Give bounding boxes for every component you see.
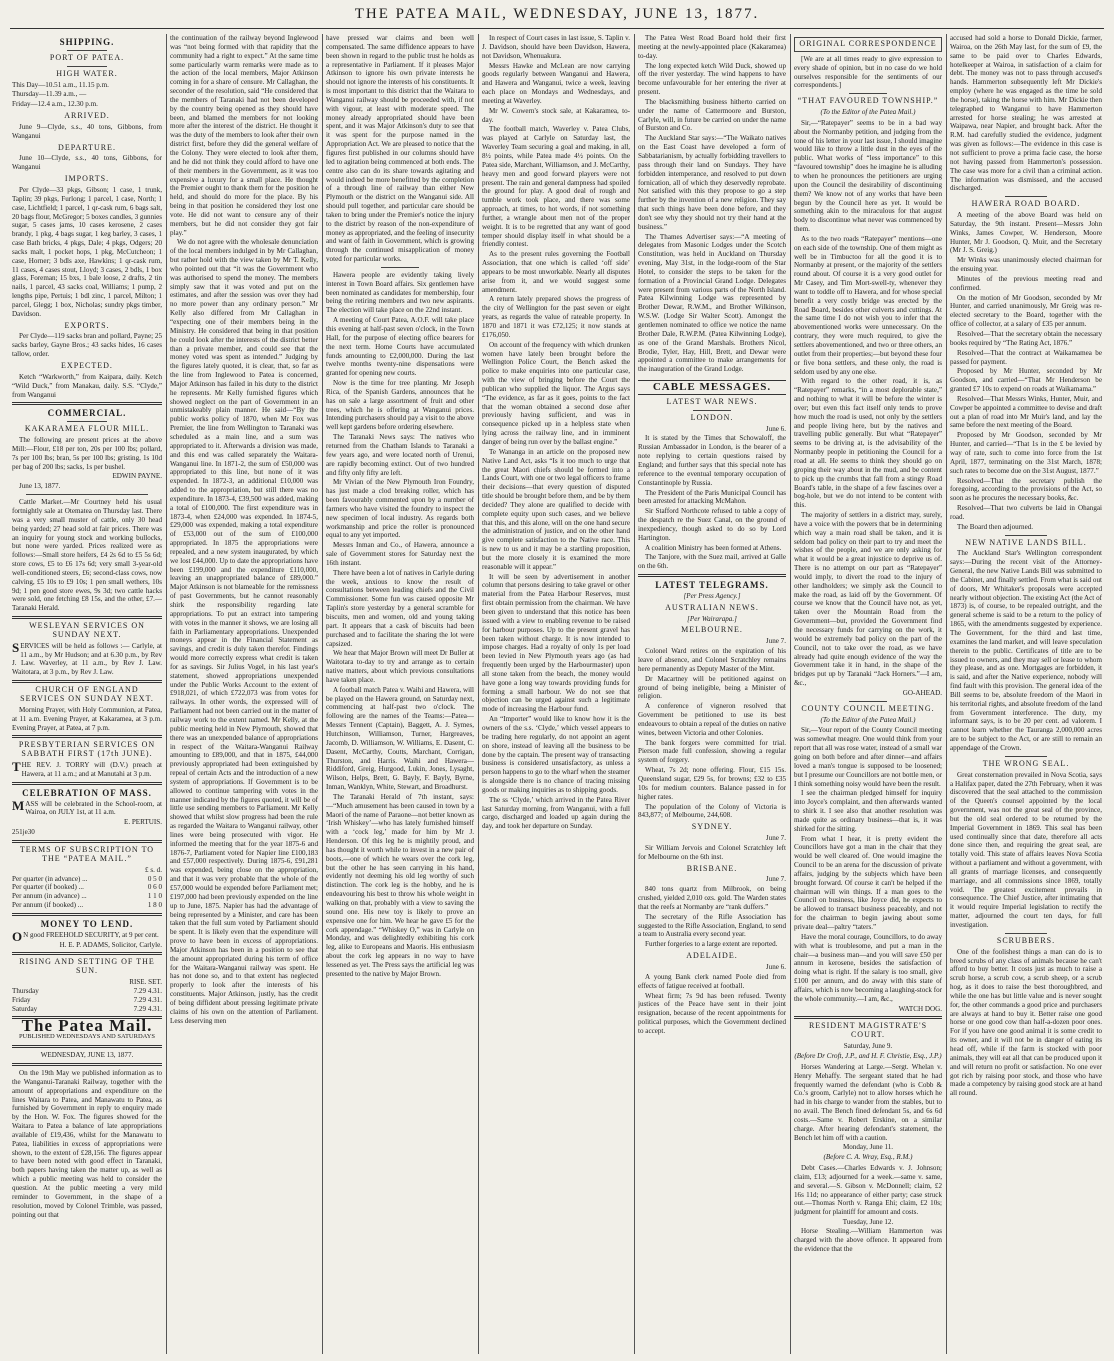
telegram-item: A young Bank clerk named Poole died from effects of fatigue received at football.: [638, 972, 786, 990]
table-row: Per quarter (in advance) ... 0 5 0: [12, 874, 162, 883]
court-date: Tuesday, June 12.: [842, 1218, 894, 1227]
mass-code: 251je30: [12, 828, 35, 837]
news-item: Mr W. Cowern's stock sale, at Kakaramea, to-day.: [482, 106, 630, 124]
column-2: [170, 34, 318, 1354]
sydney-heading: SYDNEY.: [691, 822, 733, 832]
court-bench: (Before Dr Croft, J.P., and H. F. Christie, Esq., J.P.): [794, 1051, 942, 1060]
court-date: Saturday, June 9.: [843, 1042, 893, 1051]
divider: [638, 574, 786, 577]
letter-address: (To the Editor of the Patea Mail.): [820, 715, 916, 724]
divider: [26, 494, 148, 495]
letter-paragraph: I see the chairman pledged himself for inquiry into Joyce's complaint, and then afterwards wanted to shirk it. I see also that another resolution was made quite as ordinary business—that is, it was shirked for the sitting.: [794, 789, 942, 833]
news-item: Now is the time for tree planting. Mr Joseph Rica, of the Spanish Gardens, announces that he has on sale a large assortment of fruit and other trees, which he is offering at Wanganui prices. Intending purchasers should pay a visit to the above well kept gardens before ordering elsewhere.: [326, 379, 474, 432]
divider: [1005, 535, 1047, 536]
port-heading: PORT OF PATEA.: [49, 52, 125, 62]
divider: [67, 50, 107, 51]
mass-signature: E. PERTUIS.: [123, 818, 162, 827]
news-item: A football match Patea v. Waihi and Hawera, will be played on the Hawera ground, on Saturday next, commencing at half-past two o'clock. The following are the names of the Teams:—Patea—Messrs Tennent (Captain), Baggett, A. J. Symes, Hutchinson, Williamson, Turner, Hargreaves, Jacomb, D. Williamson, W. Williams, E. Dasent, C. Dasent, McCarthy, Coutts, Marchant, Corrigan, Thurston, and Harris. Waihi and Hawera—Riddiford, Greig, Hurgood, Lukin, Jones, Lysaght, Wilson, Helps, Brett, G. Bayly, F. Bayly, Byrne, Inman, Wanklyn, White, Stewart, and Broadhurst.: [326, 685, 474, 792]
mass-heading: CELEBRATION OF MASS.: [22, 787, 152, 798]
cable-item: It is stated by the Times that Schowaloff, the Russian Ambassador in London, is the bearer of a note replying to certain questions raised by England; and further says that this special note has reference to the eventual temporary occupation of Constantinople by Russia.: [638, 434, 786, 487]
arrived-text: June 9—Clyde, s.s., 40 tons, Gibbons, from Wanganui: [12, 122, 162, 140]
letter-paragraph: Sir,—Your report of the County Council meeting was somewhat meagre. One would think from your report that all was rose water, instead of a small war going on both before and after dinner—and affairs loved a man's tongue is supposed to be loosened; but I presume our Councillors are not bottle men, or I think something noisy would have been the result.: [794, 726, 942, 788]
court-bench: (Before C. A. Wray, Esq., R.M.): [823, 1153, 913, 1162]
divider: [794, 1016, 942, 1019]
news-item: Messrs Inman and Co., of Hawera, announce a sale of Government stores for Saturday next the 16th instant.: [326, 541, 474, 567]
divider: [12, 952, 162, 955]
imports-heading: IMPORTS.: [64, 174, 110, 184]
divider: [12, 913, 162, 916]
letter-paragraph: Sir,—“Ratepayer” seems to be in a bad way about the Normanby petition, and judging from the tone of his letter in your last issue, I should imagine would like to throw a little dust in the eyes of the public. What works of “less importance” to this “favoured township” does he imagine he is alluding to when he pronounces the petitioners are urging upon the Council the desirability of discontinuing them? We know not of any works that have been begun by the Council here as yet. It would be something akin to the miraculous for that august body to discontinue what never was commenced by them.: [794, 118, 942, 234]
board-minute: On the motion of Mr Goodson, seconded by Mr Hunter, and carried unanimously, Mr Greig was re-elected secretary to the Board, together with the office of collector, at a salary of £35 per annum.: [950, 293, 1102, 329]
news-item: The Patea West Road Board hold their first meeting at the newly-appointed place (Kakaramea) to-day.: [638, 34, 786, 60]
table-row: Thursday 7.29 4.31.: [12, 986, 162, 995]
board-minute: Resolved—That Messrs Winks, Hunter, Muir, and Cowper be appointed a committee to devise and draft out a plan of road into Mr Muir's land, and lay the same before the next meeting of the Board.: [950, 394, 1102, 430]
news-item: Mr Vivian of the New Plymouth Iron Foundry, has just made a clod breaking roller, which has been favourably commented upon by a number of farmers who have visited the foundry to inspect the new specimen of local industry. As regards both workmanship and price the roller is pronounced equal to any yet imported.: [326, 478, 474, 540]
column-rule: [634, 34, 635, 1354]
leader-article: On the 19th May we published information as to the Wanganui-Taranaki Railway, together with the amount of appropriations and expenditure on the lines Waitara to Patea, and Manawatu to Patea, as furnished by Government in reply to enquiry made by the Hon. W. Fox. The figures showed for the Waitara to Patea a balance of late appropriations available of £19,436, whilst for the Manawatu to Patea, liabilities in excess of appropriations were shown, to the extent of £28,156. The figures appear to have been noted with good effect in Taranaki, both papers having taken the matter up, as well as which a public meeting was held to consider the question. At the public meeting a very mild reminder to Government, in the shape of a resolution, moved by Colonel Trimble, was passed, pointing out that: [12, 1069, 162, 1219]
column-6: [794, 34, 942, 1354]
imports-text: Per Clyde—33 pkgs, Gibson; 1 case, 1 trunk, Taplin; 39 pkgs, Furlong; 1 parcel, 1 case, North; 1 case, Lichtfield; 1 parcel, 1 qr-cask rum, 6 bags salt, 20 bags flour, McGregor; 5 boxes candles, 3 gunnies sugar, 5 cases jams, 10 cases kerosene, 2 cases brandy, 1 pkg, 4 bags sugar, 1 keg barley, 3 cases, 1 case Bath bricks, 4 pkgs, Dale; 4 pkgs, Odgers; 20 sacks malt, 1 pocket hops, 1 pkg, McCutcheon; 1 case, Horner; 3 bdls axe, Hawkins; 1 qr-cask rum, 11 cases, 4 cases stout, Lloyd; 3 cases, 2 bdls, 1 box glass, Foreman; 15 bxs, 1 bale loose, 2 drafts, 2 tin nails, 1 parcel, 43 sacks coal, Williams; 1 pump, 2 lengths pipe, Pertuis; 1 bdl zinc, 1 parcel, Milton; 1 parcel, Glegg; 1 box, Nicholas; sundry pkgs timber, Davidson.: [12, 185, 162, 318]
expected-text: Ketch “Warkworth,” from Kaipara, daily. Ketch “Wild Duck,” from Manakau, daily. S.S. “Clyde,” from Wanganui: [12, 372, 162, 399]
exports-text: Per Clyde—119 sacks bran and pollard, Payne; 25 sacks barley, Gayne Bros.; 43 sacks hides, 16 cases tallow, order.: [12, 332, 162, 359]
board-minute: Resolved—That two culverts be laid in Ohangai road.: [950, 504, 1102, 521]
arrived-heading: ARRIVED.: [64, 111, 110, 121]
terms-table: [12, 866, 162, 910]
divider: [67, 421, 107, 422]
news-item: The Auckland Star says:—“The Waikato natives on the East Coast have developed a form of Sabbatarianism, by actually forbidding travellers to pass through their land on Sundays. They have forbidden intemperance, and resolved to put down fornication, all of which they deservedly reprobate. Not satisfied with this they propose to go a step further by the invention of a new religion. They say that such things have been done before, and they don't see why they should not try their hand at the business.”: [638, 134, 786, 231]
court-case-continued: accused had sold a horse to Donald Dickie, farmer, Wairoa, on the 26th May last, for the sum of £9, the same to be paid over to Charles Edwards, hotelkeeper at Wairoa, in satisfaction of a claim for debt. The money was not to pass through accused's hands. Hammerton subsequently left Mr Dickie's employ (where he was engaged as the time he sold the horse), taking the horse with him. Mr Dickie then telegraphed to Wanganui to have Hammerton arrested for horse stealing; he was arrested at Waipawa, near Napier, and brought back. After the R.M. had carefully studied the evidence, judgment was given as follows:—The evidence in this case is not sufficient to prove a prima facie case, the horse not having passed from Hammerton's possession. The case was more for a civil than a criminal action. The information was dismissed, and the accused discharged.: [950, 34, 1102, 193]
board-minute: Minutes of the previous meeting read and confirmed.: [950, 274, 1102, 292]
letter-paragraph: Have the moral courage, Councillors, to do away with what is troublesome, and put a man in the chair—a business man—and you will save £50 per annum in kerosene, besides the satisfaction of doing what is right. If the salary is too small, give £100 per annum, and do away with this state of affairs, which is now becoming a laughing-stock for the whole community.—I am, &c.,: [794, 932, 942, 1003]
divider: [12, 680, 162, 683]
letter-paragraph: With regard to the other road, it is, as “Ratepayer” remarks, “in a most deplorable state,” and nothing to what it will be before the winter is over; but even this fact itself only tends to prove how much the road is used, not only by the settlers and people living here, but by the natives and travelling public generally. But what “Ratepayer” seems to be driving at, is the advisability of the Normanby people in petitioning the Council for a road at all. He seems to think they should go on groping their way about in the mud, and be content to pick up the crumbs that fall from a stingy Road Board's table, in the shape of a few fascines over a bog-hole, but we do not intend to be content with this.: [794, 377, 942, 510]
letter-title: COUNTY COUNCIL MEETING.: [801, 703, 935, 713]
news-item: It will be seen by advertisement in another column that persons desiring to take gravel or other material from the Patea Harbour Reserves, must first obtain permission from the chairman. We have been given to understand that this notice has been issued with a view to enabling revenue to be raised for harbour purposes. Up to the present gravel has been taken without charge. It is now intended to impose charges. Had a royalty of only 1s per load been levied in New Plymouth years ago (as had frequently been urged by the Harbourmaster) upon all stone taken from the beach, the money would have gone a long way towards providing funds for forming a small harbour. We do not see that objection can be urged against such a legitimate mode of increasing the Harbour fund.: [482, 572, 630, 714]
column-rule: [478, 34, 479, 1354]
article-paragraph: We do not agree with the wholesale denunciation of the local members indulged in by Mr Callaghan, but rather hold with the view taken by Mr T. Kelly, who pointed out that “it was the Government who was authorised to spend the money. The members simply saw that it was voted and put on the estimates, and after the session was over they had no more power than any ordinary person.” Mr Kelly also differed from Mr Callaghan in “expecting one of their members being in the Ministry. He considered that being in that position he could look after the interests of the district better than a private member, and could see that the money voted was spent as intended.” Judging by the figures lately quoted, it is clear, that, so far as the line from Inglewood to Patea is concerned, Major Atkinson has failed in his duty to the district he represents. Mr Kelly furnished figures which showed neglect on the part of Government in an unmistakeably plain manner. He said—“By the public works policy of 1870, when Mr Fox was Premier, the line from Wellington to Taranaki was scheduled as a main line, and a sum was appropriated to it. Afterwards a division was made, and this end was called separately the Waitara-Wanganui line. In 1871-2, the sum of £50,000 was appropriated to this line, but none of it was expended. In 1872-3, an additional £10,000 was added to the appropriation, but still there was no expenditure. In 1873-4, £39,500 was added, making a total of £100,000. The first expenditure was in 1873-4, when £24,000 was expended. In 1874-5, £29,000 was expended, making a total expenditure of £53,000 out of the sum of £100,000 appropriated. In 1875 the appropriations were repealed, and a new system inaugurated, by which we lost £44,000. Up to date the appropriations have been £199,000 and the expenditure £110,000, leaving an unappropriated balance of £89,000.” Major Atkinson is not blameable for the remissness of past Governments, but he cannot reasonably shirk the responsibility regarding late appropriations. To put an extract into tampering with votes in the manner it shows, we are losing all faith in Parliamentary appropriations. Unexpended moneys appear in the Financial Statement as savings, and credit is duly taken therefor. Findings would more correctly express what credit is taken for as savings. Sir Julius Vogel, in his last year's statement, showed appropriations unexpended under the Public Works Account to the extent of £918,021, of which £722,073 was from votes for railways. In other words, the expressed will of Parliament had not been carried out in the matter of railway work to the extent named. Mr Kelly, at the public meeting held in New Plymouth, showed that there was an unexpended balance of appropriations in respect of the Waitara-Wanganui Railway amounting to £89,000, and that in 1875, £44,000 previously appropriated had been extinguished by repeal of certain Acts and the introduction of a new system of appropriations. If Government is to be allowed to continue tampering with votes in the manner indicated by the figures quoted, it will be of little use sending members to Parliament. Mr Kelly showed that whilst slow progress had been the rule as regarded the Waitara to Wanganui railway, other lines were being prosecuted with vigor. He informed the meeting that for the year 1875-6 and 1876-7, Parliament voted for Napier line £100,183 and £57,000 respectively. During 1875-6, £91,281 was expended, being close on the appropriation, and that it was very probable that the whole of the £57,000 would be expended before Parliament met; £197,000 had been previously expended on the line up to June, 1875. Napier has had the advantage of being represented by a Minister, and care has been taken that the full sum voted by Parliament should be spent. It is likely even that the expenditure will prove to have been in excess of appropriations. Major Atkinson has been in a position to see that the amount appropriated during his term of office for the Waitara-Wanganui railway was spent. He has not done so, and to that extent has neglected properly to look after the interests of his constituents. Major Atkinson, justly, has the credit of being diffident about pressing legitimate private claims of his own on the attention of Parliament. Less deserving men: [170, 238, 318, 1025]
column-7: [950, 34, 1102, 1354]
court-date: Monday, June 11.: [842, 1143, 894, 1152]
article-paragraph: have pressed war claims and been well compensated. The same diffidence appears to have been shown in regard to the public trust he holds as a representative in Parliament. If it pleases Major Atkinson to ignore his own private interests he should not ignore the interests of his constituents. It is most important to this district that the Waitara to Wanganui railway should be proceeded with, if not with vigour, at least with moderate speed. The money already appropriated should have been spent, and it was Major Atkinson's duty to see that it was spent for the purpose named in the Appropriation Act. We are pleased to notice that the figures first published in our columns should have led to agitation being commenced at both ends. The centre also can do its share towards agitating and would indeed be more benefitted by the completion of a through line of railway than either New Plymouth or the district on the Wanganui side. All should pull together, and particular care should be taken to bring under the Premier's notice the injury to the district by reason of the non-expenditure of money as appropriated, and the feeling of insecurity and want of faith in Government, which is growing through the continued misapplication of money voted for particular works.: [326, 34, 474, 264]
news-item: The Taranaki News says: The natives who returned from the Chatham Islands to Taranaki a few years ago, and were located north of Urenui, are rapidly becoming extinct. Out of two hundred and fifty only fifty are left.: [326, 433, 474, 477]
letter-paragraph: The majority of settlers in a district may, surely, have a voice with the powers that be in determining which way a main road shall be taken, and it is seldom bad policy on their part to try and meet the wishes of the people, and we are only asking for what it would be a great injustice to deprive us of. There is no attempt on our part as “Ratepayer” would imply, to divert the road to the injury of other landholders; we simply ask the Council to make the road, as laid off by the Government. Of course we know that the Council have not, as yet, taken over the Mountain Road from the Government—but, provided the Government find the necessary funds for carrying on the work, it would be extremely bad policy on the part of the Council, not to take over the road, as we have already had quite enough evidence of the way the Government take it in hand, in the shape of the bridges put up by Taranaki “Jack Horners.”—I am, &c.,: [794, 511, 942, 688]
divider: [12, 840, 162, 843]
letter-title: “THAT FAVOURED TOWNSHIP.”: [797, 96, 939, 106]
letter-paragraph: As to the two roads “Ratepayer” mentions—one on each side of the township. One of them might as well be in Timbuctoo for all the good it is to Normanby at present, or the majority of the settlers round about. Of course it is a very good outlet for Mr Casey, and Tim Mort-swell-ty, whenever they want to toddle off to Hawera, and for whose special benefit a very costly bridge was erected by the Road Board, besides other culverts and cuttings. At the same time I do not wish you to infer that the abovementioned works were unnecessary. On the contrary, they were much required, to give the settlers abovementioned, and two or three others, an outlet from their properties;—but beyond these four or five bona settlers, and these only, the road is seldom used by any one else.: [794, 234, 942, 376]
letter-paragraph: From what I hear, it is pretty evident the Councillors have got a man in the chair that they would be well cleared of. One would imagine the Council to be an arena for the discussion of private affairs, judging by the subjects which have been brought forward. Of course it can't be helped if the chairman will win things. If a man goes to the Council on business, like Joyce did, he expects to be allowed to transact business peaceably, and not for the chairman to begin jawing about some private deal—paltry “taters.”: [794, 834, 942, 931]
masthead-rule: [10, 28, 1104, 29]
publication-days: PUBLISHED WEDNESDAYS AND SATURDAYS: [18, 1033, 156, 1041]
article-paragraph: The Auckland Star's Wellington correspondent says:—During the recent visit of the Attorney-General, the new Native Lands Bill was submitted to the Cabinet, and finally settled. From what is said out of doors, Mr Whitaker's proposals were accepted nearly without objection. The existing Act (the Act of 1873) is, of course, to be repealed outright, and the general scheme is said to be a return to the policy of 1865, with the amendments suggested by experience. The Government, for the third and last time, examines the land market, and will leave speculation therein to the public. Certificates of title are to be issued to owners, and they may sell or lease to whom they please, and as one. Mortgages are forbidden, it is said, and after the Native experience, nobody will find fault with this provision. The general idea of the Bill seems to be, absolute freedom of the Maori in his territorial rights, and absolute freedom of the land from Government interference. The duty, my informant says, is to be 20 per cent. ad valorem. I cannot learn whether the Tauranga 2,000,000 acres are to be subject to the Act, or are still to remain an appendage of the Crown.: [950, 549, 1102, 752]
issue-date: WEDNESDAY, JUNE 13, 1877.: [40, 1051, 134, 1060]
high-water-line: Thursday—11.39 a.m., —: [12, 90, 87, 99]
divider: [849, 701, 887, 702]
news-item: A meeting of Court Patea, A.O.F. will take place this evening at half-past seven o'clock, in the Town Hall, for the purpose of electing office bearers for the next term. Home Courts have accumulated funds amounting to £2,000,000. During the last twelve months twenty-nine dispensations were granted for opening new courts.: [326, 316, 474, 378]
court-case: Horse Stealing.—William Hammerton was charged with the above offence. It appeared from the evidence that the: [794, 1227, 942, 1253]
presbyterian-heading: PRESBYTERIAN SERVICES ON SABBATH FIRST (17th JUNE).: [18, 740, 156, 759]
table-row: Per annum (in advance) ... 1 1 0: [12, 892, 162, 901]
expected-heading: EXPECTED.: [61, 361, 113, 370]
divider: [1005, 196, 1047, 197]
telegram-item: A conference of vigneron resolved that Government be petitioned to use its best endeavours to obtain a repeal of the duties on native wines, between Victoria and other Colonies.: [638, 702, 786, 737]
news-item: The football match, Waverley v. Patea Clubs, was played at Carlyle on Saturday last, the Waverley Team securing a goal and making, in all, 8½ points, while Patea made 4½ points. On the Patea side, Marchant, Williamson, and J. McCarthy, heavy men and good forward players were not present. The rain and general dampness had spoiled the ground for play. A good deal of rough and tumble work took place, and there was some approach, at times, to hot words, if not something further, a wrangle about men not of the proper weight. It is to be regretted that any want of good temper should display itself in what should be a friendly contest.: [482, 125, 630, 249]
church-text: Morning Prayer, with Holy Communion, at Patea, at 11 a.m. Evening Prayer, at Kakaramea, at 3 p.m. Evening Prayer, at Patea, at 7 p.m.: [12, 705, 162, 732]
news-item: The ss ‘Clyde,’ which arrived in the Patea River last Saturday morning, from Wanganui, with a full cargo, discharged and loaded up again during the day, and took her departure on Sunday.: [482, 795, 630, 831]
telegram-item: Dr Macartney will be petitioned against on ground of being ineligible, being a Minister of religion.: [638, 674, 786, 701]
column-rule: [322, 34, 323, 1354]
column-rule: [946, 34, 947, 1354]
wrong-seal-heading: THE WRONG SEAL.: [982, 758, 1070, 768]
divider: [1005, 933, 1047, 934]
mill-text: The following are present prices at the above Mill:—Flour, £18 per ton, 20s per 100 lbs; pollard, 7s per 100 lbs; bran, 5s per 100 lbs; gristing, 1s 10d per bag of 200 lbs; sacks, 1s per bushel.: [12, 436, 162, 471]
board-minute: Resolved—That the secretary obtain the necessary books required by “The Rating Act, 1876.”: [950, 330, 1102, 347]
cable-item: Sir Stafford Northcote refused to table a copy of the despatch re the Suez Canal, on the ground of inexpediency, though asked to do so by Lord Hartington.: [638, 507, 786, 542]
telegram-item: Sir William Jervois and Colonel Scratchley left for Melbourne on the 6th inst.: [638, 843, 786, 861]
divider: [12, 782, 162, 785]
dateline: June 6.: [765, 963, 786, 971]
mill-signature: EDWIN PAYNE.: [112, 472, 162, 481]
wesleyan-heading: WESLEYAN SERVICES ON SUNDAY NEXT.: [29, 621, 145, 639]
column-rule: [790, 34, 791, 1354]
australian-news-heading: AUSTRALIAN NEWS.: [665, 602, 759, 612]
money-signature: H. E. P. ADAMS, Solicitor, Carlyle.: [59, 940, 162, 949]
mass-text: MASS will be celebrated in the School-room, at Wairoa, on JULY 1st, at 11 a.m.: [12, 797, 162, 817]
presbyterian-text: THE REV. J. TORRY will (D.V.) preach at Hawera, at 11 a.m.; and at Manutahi at 3 p.m.: [12, 759, 162, 778]
divider: [67, 66, 107, 67]
letter-signature: WATCH DOG.: [898, 1004, 942, 1013]
column-4: [482, 34, 630, 1354]
news-item: On account of the frequency with which drunken women have lately been brought before the Wellington Police Court, the Bench asked the police to make enquiries into one particular case, with the view of bringing before the Court the publican who supplied the liquor. The Argus says “The evidence, as far as it goes, points to the fact that the woman obtained a second dose after previously having sufficient, and was in consequence picked up in a helpless state when lying across the railway line, and in imminent danger of being run over by the ballast engine.”: [482, 340, 630, 446]
table-row: Per annum (if booked) ... 1 8 0: [12, 901, 162, 910]
correspondence-heading: ORIGINAL CORRESPONDENCE: [794, 37, 942, 52]
cable-item: The President of the Paris Municipal Council has been arrested for attacking McMahon.: [638, 488, 786, 506]
cable-item: The Tanjore, with the Suez mail, arrived at Galle on the 6th.: [638, 553, 786, 571]
letter-signature: GO-AHEAD.: [902, 688, 942, 697]
table-row: Per quarter (if booked) ... 0 6 0: [12, 883, 162, 892]
column-5: [638, 34, 786, 1354]
news-item: A return lately prepared shows the progress of the city of Wellington for the past seven or eight years, as regards the value of rateable property. In 1870 and 1871 it was £72,125; it now stands at £176,050.: [482, 295, 630, 339]
scrubbers-heading: SCRUBBERS.: [996, 935, 1056, 945]
brisbane-heading: BRISBANE.: [686, 863, 738, 873]
telegram-item: The bank forgers were committed for trial. Pierson made full confession, showing a regular system of forgery.: [638, 738, 786, 765]
dateline: June 6.: [765, 424, 786, 433]
news-item: Te Wananga in an article on the proposed new Native Land Act, asks “Is it too much to urge that the great Maori chiefs should be formed into a Lands Court, with one or two legal officers to frame their decisions—that every question of disputed title should be brought before them, and be by them decided? They alone are qualified to decide with complete equity upon such cases, and we believe that this, and this alone, will on the one hand secure the administration of justice, and on the other hand give complete satisfaction to the Native race. This is new to us and it may be a startling proposition, but the more closely it is examined the more reasonable will it appear.”: [482, 447, 630, 571]
news-item: In respect of Court cases in last issue, S. Taplin v. J. Davidson, should have been Davidson, Hawera, not Davidson, Whenuakura.: [482, 34, 630, 60]
news-item: We hear that Major Brown will meet Dr Buller at Waitotara to-day to try and arrange as to certain native matters, about which previous consultations have taken place.: [326, 649, 474, 684]
news-item: The long expected ketch Wild Duck, showed up off the river yesterday. The wind happens to have become unfavourable for her entering the river at present.: [638, 61, 786, 97]
court-case: Debt Cases.—Charles Edwards v. J. Johnson; claim, £13; adjourned for a week.—same v. same, and several.—S. Gibson v. McDonnell; claim, £2 16s 11d; no appearance of either party; case struck out.—Thomas North v. Ranga Ehi; claim, £2 10s; judgment for plaintiff for amount and costs.: [794, 1164, 942, 1217]
mill-date: June 13, 1877.: [19, 482, 61, 491]
adelaide-heading: ADELAIDE.: [686, 951, 738, 961]
dateline: June 7.: [765, 834, 786, 843]
telegram-item: Further forgeries to a large extent are reported.: [645, 940, 778, 949]
divider: [849, 93, 887, 94]
news-item: There have been a lot of natives in Carlyle during the week, anxious to know the result of consultations between leading chiefs and the Civil Commissioner. Some fun was caused opposite Mr Taplin's store yesterday by a general scramble for biscuits, men and women, old and young taking part. It appears that a cask of biscuits had been purchased and to facilitate the sharing the lot were capsized.: [326, 568, 474, 648]
vessel-line: [Per Wairarapa.]: [687, 614, 737, 623]
shipping-heading: SHIPPING.: [59, 37, 115, 47]
exports-heading: EXPORTS.: [64, 320, 110, 330]
high-water-line: Friday—12.4 a.m., 12.30 p.m.: [12, 100, 98, 109]
cable-item: A coalition Ministry has been formed at Athens.: [645, 543, 782, 552]
sun-heading: RISING AND SETTING OF THE SUN.: [19, 957, 155, 976]
column-rule: [166, 34, 167, 1354]
native-lands-heading: NEW NATIVE LANDS BILL.: [965, 537, 1087, 547]
letter-address: (To the Editor of the Patea Mail.): [820, 108, 916, 117]
agency-line: [Per Press Agency.]: [683, 591, 741, 600]
board-minute: Resolved—That the secretary publish the foregoing, according to the provisions of the Act, so soon as he procures the necessary books, &c.: [950, 476, 1102, 503]
money-text: O N good FREEHOLD SECURITY, at 9 per cent.: [12, 928, 159, 944]
telegram-item: Wheat firm; 7s 9d has been refused. Twenty justices of the Peace have sent in their joint resignation, because of the recent appointments for political purposes, which the Government declined to accept.: [638, 991, 786, 1035]
divider: [693, 410, 731, 411]
news-item: Messrs Hawke and McLean are now carrying goods regularly between Wanganui and Hawera, and Hawera and Wanganui, twice a week, leaving each place on Mondays and Wednesdays, and meeting at Waverley.: [482, 61, 630, 105]
telegram-item: 840 tons quartz from Milbrook, on being crushed, yielded 2,010 ozs. gold. The Warden states that the reefs at Normanby are “rank duffers.”: [638, 885, 786, 911]
divider: [12, 735, 162, 738]
table-row: Friday 7.29 4.31.: [12, 995, 162, 1004]
war-news-heading: LATEST WAR NEWS.: [666, 396, 758, 406]
terms-heading: TERMS OF SUBSCRIPTION TO THE “PATEA MAIL.”: [19, 844, 155, 863]
board-minute: The Board then adjourned.: [957, 522, 1034, 531]
column-3: [326, 34, 474, 1354]
news-item: An “Importer” would like to know how it is the owners of the s.s. ‘Clyde,’ which vessel appears to be trading here regularly, do not appoint an agent on shore, instead of leaving all the business to be done by the captain. The present way of transacting business is considered unsatisfactory, as unless a person happens to go to the wharf when the steamer is alongside there is no chance of tracing missing goods or making inquiries as to shipping goods.: [482, 715, 630, 794]
road-board-heading: HAWERA ROAD BOARD.: [971, 199, 1081, 209]
sun-col-head: RISE. SET.: [129, 978, 162, 987]
dateline: June 7.: [765, 875, 786, 884]
board-minute: Proposed by Mr Goodson, seconded by Mr Hunter, and carried—“That 1s in the £ be levied by way of rate, such to come into force from the 1st April, 1877, terminating on the 31st March, 1878; such rates to become due on the 31st August, 1877.”: [950, 431, 1102, 475]
board-minute: Mr Winks was unanimously elected chairman for the ensuing year.: [950, 256, 1102, 274]
article-paragraph: Great consternation prevailed in Nova Scotia, says a Halifax paper, dated the 27th February, when it was discovered that the seal attached to the commission of the Queen's counsel appointed by the local government, was not the great seal of the province, but the old seal ordered to be returned by the Imperial Government in 1869. This seal has been used continually since that date, therefore all acts done since then, and requiring the great seal, are totally void. This state of affairs leaves Nova Scotia without a parliament and without a government, with all grants of marriage licenses, and consequently marriage, and all commissions since 1869, totally void. The greatest excitement prevails in consequence. The Chief Justice, after intimating that it would require Imperial legislation to rectify the matter, adjourned the court ten days, for full investigation.: [950, 770, 1102, 929]
editorial-note: [We are at all times ready to give expression to every shade of opinion, but in no case do we hold ourselves responsible for the sentiments of our correspondents.]: [794, 54, 942, 90]
news-item: Hawera people are evidently taking lively interest in Town Board affairs. Six gentlemen have been nominated as candidates for membership, four being the retiring members and two new aspirants. The election will take place on the 22nd instant.: [326, 270, 474, 315]
melbourne-heading: MELBOURNE.: [681, 625, 743, 635]
divider: [12, 402, 162, 405]
departure-text: June 10—Clyde, s.s., 40 tons, Gibbons, for Wanganui: [12, 154, 162, 172]
sun-table: [12, 978, 162, 1013]
commercial-heading: COMMERCIAL.: [47, 408, 127, 419]
court-heading: RESIDENT MAGISTRATE'S COURT.: [808, 1021, 928, 1040]
high-water-line: This Day—10.51 a.m., 11.15 p.m.: [12, 80, 109, 89]
news-item: The blacksmithing business hitherto carried on under the name of Cattermoore and Burston, Carlyle, will, in future be carried on under the name of Burston and Co.: [638, 97, 786, 133]
high-water-heading: HIGH WATER.: [56, 68, 118, 78]
board-minute: A meeting of the above Board was held on Saturday, the 9th instant. Present—Messrs John Winks, James Cowper, W. Henderson, Moore Hunter, Mr J. Goodson, Q. Muir, and the Secretary (Mr J. S. Greig.): [950, 211, 1102, 255]
wesleyan-text: SERVICES will be held as follows :— Carlyle, at 11 a.m., by Mr Hudson; and at 6.30 p.m., by Rev J. Law. Waverley, at 11 a.m., by Rev J. Law. Waitotara, at 3 p.m., by Rev J. Law.: [12, 639, 162, 677]
paper-nameplate: The Patea Mail.: [21, 1016, 153, 1036]
church-heading: CHURCH OF ENGLAND SERVICES ON SUNDAY NEXT.: [20, 685, 154, 703]
telegram-item: Colonel Ward retires on the expiration of his leave of absence, and Colonel Scratchley remains here permanently as Deputy Master of the Mint.: [638, 647, 786, 673]
cattle-market-text: Cattle Market.—Mr Courtney held his usual fortnightly sale at Otematea on Thursday last. There was a very small muster of cattle, only 30 head being yarded; 27 head sold at fair prices. There was an inquiry for young stock and working bullocks, but none were yarded. Prices realized were as follows:—Small store heifers, £4 2s 6d to £5 5s 6d; store cows, £5 to £6 17s 6d; very small 3-year-old well-conditioned steers, £6; second-class cows, now calving, £5 10s to £9 10s; 1 pen small wethers, 10s 9d; 1 pen good store ewes, 9s 3d; two cattle hacks were sold, one fetching £8 15s, and the other, £7.—Taranaki Herald.: [12, 498, 162, 613]
table-row: Saturday 7.29 4.31.: [12, 1004, 162, 1013]
divider: [1005, 756, 1047, 757]
divider: [12, 616, 162, 619]
telegram-item: The population of the Colony of Victoria is 843,877; of Melbourne, 244,608.: [638, 802, 786, 820]
telegram-item: Wheat, 7s 2d; none offering. Flour, £15 15s. Queensland sugar, £29 5s, for browns; £32 to £35 10s for medium counters. Balance passed in for higher rates.: [638, 766, 786, 801]
money-heading: MONEY TO LEND.: [40, 918, 134, 929]
divider: [12, 1063, 162, 1066]
divider: [381, 267, 419, 268]
mill-heading: KAKARAMEA FLOUR MILL.: [24, 424, 150, 434]
board-minute: Resolved—That the contract at Waikamamea be passed for payment.: [950, 348, 1102, 366]
article-paragraph: One of the foolishest things a man can do is to breed scrubs of any class of animals because he can't afford to buy better. It costs just as much to raise a scrub horse, a scrub cow, a scrub sheep, or a scrub hog, as it does to raise the best thoroughbred, and while the one has but little value and is never sought for, the other commands a good price and purchasers are always at hand to buy it. Better raise one good horse or one good cow than half-a-dozen poor ones. For if you have one good animal it is some credit to its owner, and it will not be in danger of eating its head off, while if the farm is stocked with poor animals, they will eat all that can be produced upon it and will return no profit or satisfaction. No one ever got rich by raising poor stock, and those who have made a competency by raising good stock are at hand all round.: [950, 947, 1102, 1098]
article-paragraph: the continuation of the railway beyond Inglewood was “not being formed with that rapidity that the community had a right to expect.” At the same time some particularly warm remarks were made as to the action of the local members, Major Atkinson coming in for a share of censure. Mr Callaghan, the seconder of the resolution, said “He considered that the members of Taranaki had not been developed by the country being opened as they should have been, and blamed the members for not looking more after the interest of the district. He thought it was the duty of the members to look after their own district first, before they did the general welfare of the Colony. They were elected to look after them, and he did not think they could afford to have one of their members in the Government, as it was too expensive a luxury for a small place. He thought the Premier ought to thank them for the position he held, and should do more for the place. By his being in that position he considered they lost one vote. He did not want to censure any of their members, but he did not consider they got fair play.”: [170, 34, 318, 237]
news-item: As to the present rules governing the Football Association, that one which is called ‘off side’ appears to be most unworkable. Nearly all disputes arise from it, and we would suggest some amendment.: [482, 250, 630, 294]
cable-messages-heading: CABLE MESSAGES.: [638, 380, 786, 395]
dateline: June 7.: [765, 637, 786, 646]
departure-heading: DEPARTURE.: [58, 142, 116, 152]
divider: [12, 1045, 162, 1048]
column-1: [12, 34, 162, 1354]
board-minute: Proposed by Mr Hunter, seconded by Mr Goodson, and carried—“That Mr Henderson be granted £7 10s to expend on roads at Waikamama.”: [950, 367, 1102, 394]
masthead: THE PATEA MAIL, WEDNESDAY, JUNE 13, 1877.: [354, 6, 760, 22]
terms-col-head: £ s. d.: [145, 865, 162, 874]
london-heading: LONDON.: [690, 412, 734, 422]
news-item: The Taranaki Herald of 7th instant, says:—“Much amusement has been caused in town by a Maori of the name of Paraone—not better known as ‘Irish Whiskey’—who has lately furnished himself with a ‘cock leg,’ made for him by Mr J. Henderson. Of this leg he is mightily proud, and has thought it worth while to invest in a new pair of boots,—one of which he wears over the cork leg, but the other he has seen carrying in his hand, evidently not deeming his old leg worthy of such distinction. The cork leg is the hobby, and he is endeavouring his best to throw his whole weight in walking on that, probably with a view to saving the sound one. His new toy is likely to prove an expensive one for him. We hear he gave £5 for the cork appendage.” “Whiskey O,” was in Carlyle on Monday, and was delightedly exhibiting his cork leg, alike to Europeans and Maoris. His enthusiasm about the cork leg appears in no way to have lessened as yet. The Press says the artificial leg was presented to the native by Major Brown.: [326, 792, 474, 978]
telegrams-heading: LATEST TELEGRAMS.: [655, 580, 769, 591]
court-case: Horses Wandering at Large.—Sergt. Whelan v. Henry Mehaffy. The sergeant stated that he had frequently warned the defendant (who is Cobb & Co.'s groom, Carlyle) not to allow horses which he had in his charge to wander from the stables, but to no avail. The Bench fined defendant 5s, and 6s 6d costs.—Same v. Robert Erskine, on a similar charge. After hearing defendant's statement, the Bench let him off with a caution.: [794, 1062, 942, 1142]
telegram-item: The secretary of the Rifle Association has suggested to the Rifle Association, England, to send a team to Australia every second year.: [638, 912, 786, 939]
news-item: The Thames Advertiser says:—“A meeting of delegates from Masonic Lodges under the Scotch Constitution, was held in Auckland on Thursday evening, May 31st, in the lodge-room of the Star Hotel, to consider the steps to be taken for the formation of a Provincial Grand Lodge. Delegates were present from various parts of the North Island. Patea Kilwinning Lodge was represented by Brother Dewar, R.W.M., and Brother Wilkinson, W.S.W. (Lodge Sir Walter Scott). Amongst the gentlemen nominated to office we notice the name Brother Dale, R.W.P.M. (Patea Kilwinning Lodge), as one of the Grand Marshals. Brothers Nicol, Brodie, Tyler, Hay, Hill, Brett, and Dewar were appointed a committee to make arrangements for the inauguration of the Grand Lodge.: [638, 232, 786, 374]
